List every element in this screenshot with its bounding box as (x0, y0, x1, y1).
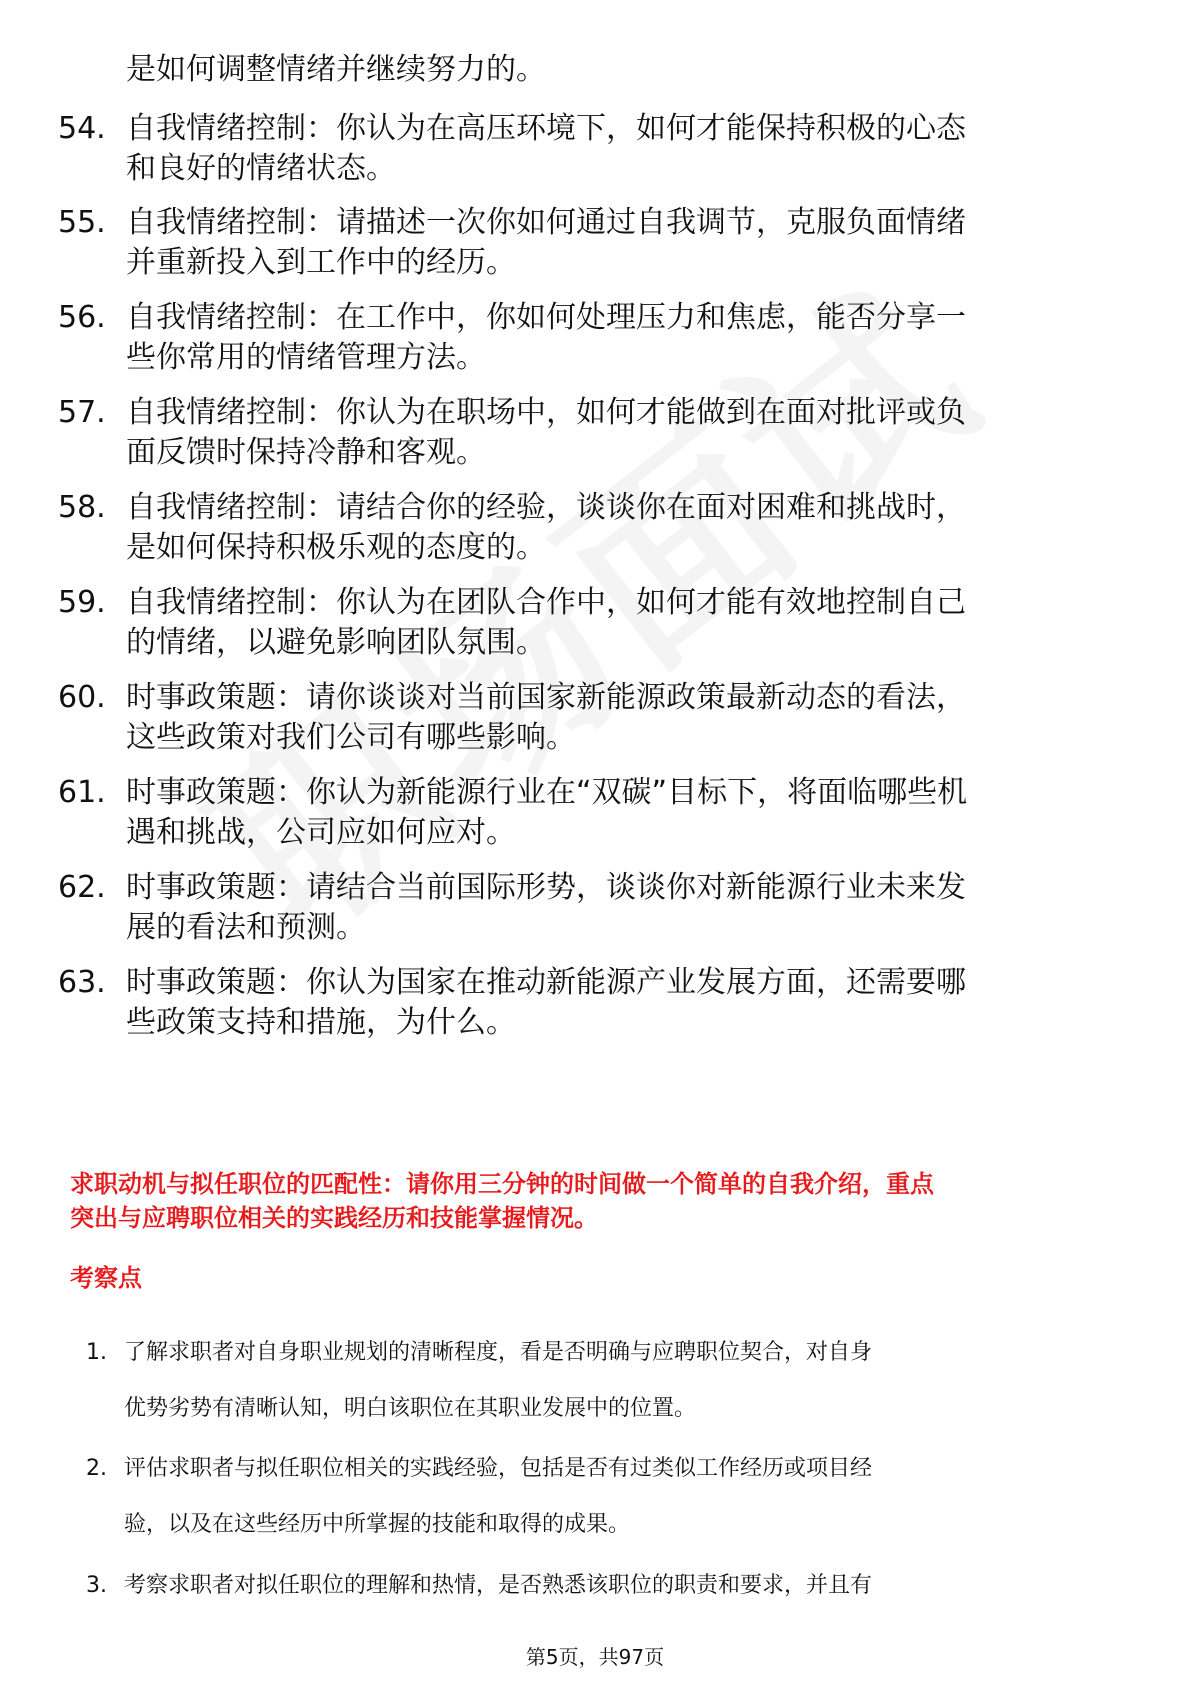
question-line: 这些政策对我们公司有哪些影响。 (126, 720, 576, 755)
question-line: 自我情绪控制：你认为在高压环境下，如何才能保持积极的心态 (126, 111, 966, 146)
page-footer: 第5页，共97页 (525, 1645, 665, 1669)
point-number: 2. (86, 1456, 107, 1481)
question-line: 时事政策题：请结合当前国际形势，谈谈你对新能源行业未来发 (126, 870, 966, 905)
question-line: 些你常用的情绪管理方法。 (126, 340, 486, 375)
question-line: 自我情绪控制：请描述一次你如何通过自我调节，克服负面情绪 (126, 205, 966, 240)
question-line: 并重新投入到工作中的经历。 (126, 245, 516, 280)
question-text (126, 298, 1126, 378)
point-line: 优势劣势有清晰认知，明白该职位在其职业发展中的位置。 (124, 1396, 697, 1421)
question-line: 些政策支持和措施，为什么。 (126, 1005, 516, 1040)
question-number: 62. (58, 870, 106, 905)
focus-question-line: 突出与应聘职位相关的实践经历和技能掌握情况。 (70, 1204, 598, 1232)
point-text (124, 1325, 1124, 1437)
focus-question (70, 1167, 1130, 1235)
question-text (126, 203, 1126, 283)
focus-question-line: 求职动机与拟任职位的匹配性：请你用三分钟的时间做一个简单的自我介绍，重点 (70, 1170, 934, 1198)
continuation-line: 是如何调整情绪并继续努力的。 (126, 52, 546, 87)
question-number: 56. (58, 300, 106, 335)
point-text (124, 1558, 1124, 1614)
question-number: 61. (58, 775, 106, 810)
question-line: 自我情绪控制：你认为在团队合作中，如何才能有效地控制自己 (126, 585, 966, 620)
question-number: 57. (58, 395, 106, 430)
question-text (126, 583, 1126, 663)
question-line: 时事政策题：你认为国家在推动新能源产业发展方面，还需要哪 (126, 965, 966, 1000)
question-text (126, 109, 1126, 189)
question-text (126, 393, 1126, 473)
point-number: 1. (86, 1340, 107, 1365)
point-line: 考察求职者对拟任职位的理解和热情，是否熟悉该职位的职责和要求，并且有 (124, 1573, 873, 1598)
question-number: 58. (58, 490, 106, 525)
question-line: 自我情绪控制：你认为在职场中，如何才能做到在面对批评或负 (126, 395, 966, 430)
point-line: 验，以及在这些经历中所掌握的技能和取得的成果。 (124, 1512, 631, 1537)
question-line: 面反馈时保持冷静和客观。 (126, 435, 486, 470)
inspection-heading: 考察点 (70, 1264, 142, 1292)
question-number: 55. (58, 205, 106, 240)
question-number: 54. (58, 111, 106, 146)
point-line: 评估求职者与拟任职位相关的实践经验，包括是否有过类似工作经历或项目经 (124, 1456, 873, 1481)
question-line: 的情绪，以避免影响团队氛围。 (126, 625, 546, 660)
question-text (126, 868, 1126, 948)
point-line: 了解求职者对自身职业规划的清晰程度，看是否明确与应聘职位契合，对自身 (124, 1340, 873, 1365)
question-line: 时事政策题：请你谈谈对当前国家新能源政策最新动态的看法， (126, 680, 966, 715)
question-text (126, 773, 1126, 853)
point-number: 3. (86, 1573, 107, 1598)
question-line: 展的看法和预测。 (126, 910, 366, 945)
question-line: 和良好的情绪状态。 (126, 151, 396, 186)
question-line: 自我情绪控制：请结合你的经验，谈谈你在面对困难和挑战时， (126, 490, 966, 525)
question-text (126, 678, 1126, 758)
question-number: 60. (58, 680, 106, 715)
question-line: 遇和挑战，公司应如何应对。 (126, 815, 516, 850)
point-text (124, 1441, 1124, 1553)
question-text (126, 488, 1126, 568)
question-number: 63. (58, 965, 106, 1000)
question-line: 是如何保持积极乐观的态度的。 (126, 530, 546, 565)
question-line: 自我情绪控制：在工作中，你如何处理压力和焦虑，能否分享一 (126, 300, 966, 335)
question-line: 时事政策题：你认为新能源行业在“双碳”目标下，将面临哪些机 (126, 775, 968, 810)
question-text (126, 963, 1126, 1043)
question-number: 59. (58, 585, 106, 620)
